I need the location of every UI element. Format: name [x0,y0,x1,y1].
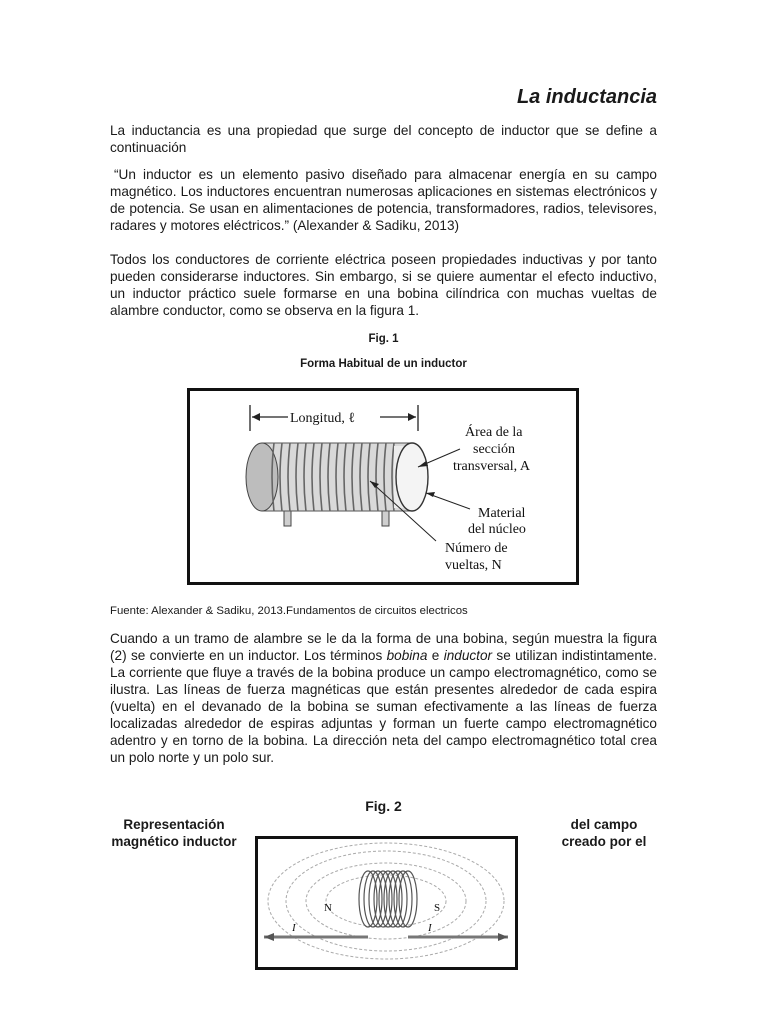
figure2-caption-right: del campo creado por el [561,817,647,849]
length-label: Longitud, ℓ [290,411,356,426]
page-title: La inductancia [516,86,657,108]
current-left-label: I [292,922,296,934]
figure1-inductor-diagram [187,388,579,585]
coil-paragraph [110,630,657,766]
coil-text-part2: se utilizan indistintamente. La corriente que fluye a través de la bobina produce un campo electromagnético, como se ilustra. Las líneas de fuerza magnéticas que están presentes alrededor de cada espira (vuelta) en el devanado de la bobina se suman efectivamente a las líneas de fuerza localizadas alrededor de espiras adjuntas y forman un fuerte campo electromagnético adentro y en torno de la bobina. La dirección neta del campo electromagnético total crea un polo norte y un polo sur. [110,648,657,765]
coil-term-bobina: bobina [386,648,428,663]
figure1-source: Fuente: Alexander & Sadiku, 2013.Fundamentos de circuitos electricos [110,605,468,617]
south-pole-label: S [434,902,441,914]
coil-term-inductor: inductor [443,648,493,663]
coil-text-part1: Cuando a un tramo de alambre se le da la forma de una bobina, según muestra la figura (2) se convierte en un inductor. Los términos [110,631,657,663]
figure2-magnetic-field-diagram [255,836,518,970]
figure1-caption: Forma Habitual de un inductor [300,358,467,370]
figure2-caption-left: Representación magnético inductor [111,817,237,849]
conductors-paragraph: Todos los conductores de corriente eléctrica poseen propiedades inductivas y por tanto pueden considerarse inductores. Sin embargo, si se quiere aumentar el efecto inductivo, un inductor práctico suele formarse en una bobina cilíndrica con muchas vueltas de alambre conductor, como se observa en la figura 1. [110,252,657,318]
quote-paragraph: “Un inductor es un elemento pasivo diseñado para almacenar energía en su campo magnético. Los inductores encuentran numerosas aplicaciones en sistemas electrónicos y de potencia. Se usan en alimentaciones de potencia, transformadores, radios, televisores, radares y motores eléctricos.” (Alexander & Sadiku, 2013) [110,167,657,233]
coil-loops [359,871,417,927]
core-label-2: del núcleo [468,522,526,537]
intro-paragraph: La inductancia es una propiedad que surge del concepto de inductor que se define a continuación [110,123,657,155]
field-lines [268,843,504,959]
area-label-3: transversal, A [453,459,530,474]
area-label-2: sección [473,442,515,457]
current-right-label: I [428,922,432,934]
turns-label-2: vueltas, N [445,558,502,573]
figure1-number: Fig. 1 [368,333,399,345]
inductor-illustration [190,391,576,582]
coil-text-and: e [427,648,444,663]
area-label-1: Área de la [465,425,523,440]
turns-label-1: Número de [445,541,508,556]
figure2-number: Fig. 2 [365,798,402,814]
core-label-1: Material [478,506,526,521]
field-illustration [258,839,515,967]
north-pole-label: N [324,902,332,914]
